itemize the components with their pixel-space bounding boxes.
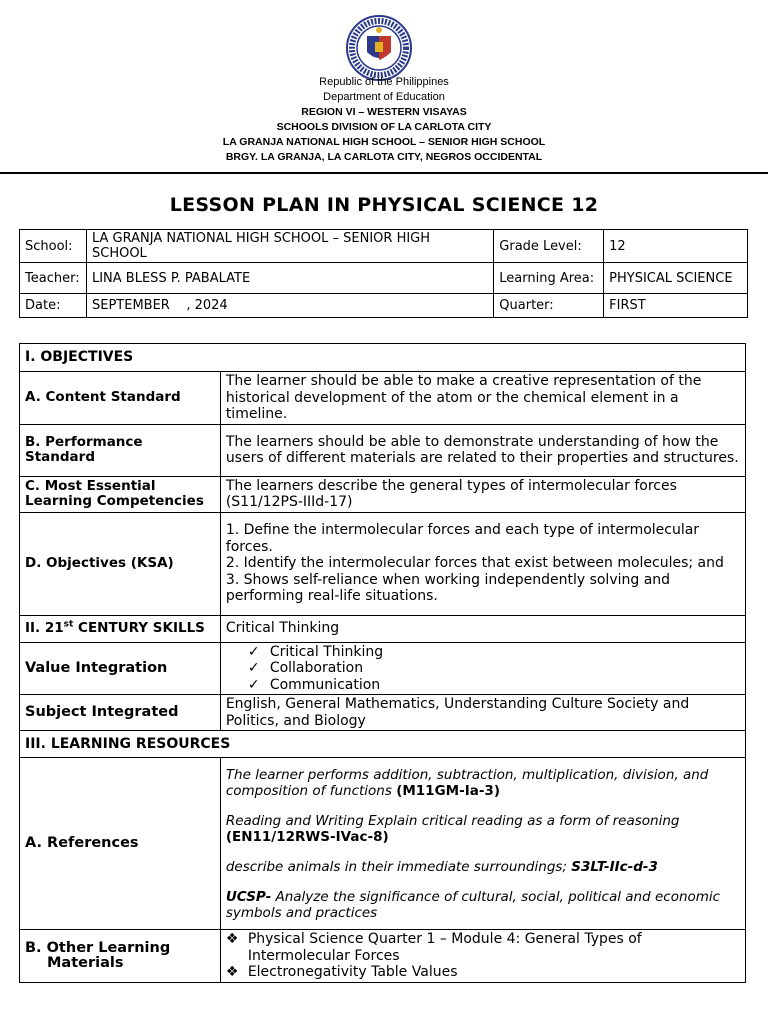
melc-label: C. Most Essential Learning Competencies [20, 476, 221, 512]
checklist-item: ✓ Collaboration [226, 660, 740, 677]
objectives-heading: I. OBJECTIVES [20, 344, 746, 372]
subject-integrated-text: English, General Mathematics, Understanding Culture Society and Politics, and Biology [220, 695, 745, 731]
page-title: LESSON PLAN IN PHYSICAL SCIENCE 12 [169, 194, 599, 216]
header-divider [0, 172, 768, 174]
references-label: A. References [20, 758, 221, 930]
objectives-ksa-label: D. Objectives (KSA) [20, 512, 221, 615]
info-table [19, 229, 748, 318]
other-materials-label: B. Other Learning Materials [20, 930, 221, 983]
other-materials-list [220, 930, 745, 983]
quarter-label: Quarter: [494, 294, 604, 318]
header-address: BRGY. LA GRANJA, LA CARLOTA CITY, NEGROS OCCIDENTAL [225, 151, 543, 163]
teacher-label: Teacher: [20, 263, 87, 294]
quarter-value: FIRST [604, 294, 748, 318]
reference-item: The learner performs addition, subtraction, multiplication, division, and composition of functions (M11GM-Ia-3) [225, 766, 709, 799]
grade-value: 12 [604, 230, 748, 263]
header-division: SCHOOLS DIVISION OF LA CARLOTA CITY [276, 121, 492, 133]
subject-integrated-label: Subject Integrated [20, 695, 221, 731]
date-value: SEPTEMBER , 2024 [86, 294, 493, 318]
header-school: LA GRANJA NATIONAL HIGH SCHOOL – SENIOR HIGH SCHOOL [222, 136, 546, 148]
melc-text: The learners describe the general types of intermolecular forces (S11/12PS-IIId-17) [220, 476, 745, 512]
header-republic: Republic of the Philippines [319, 76, 449, 88]
grade-label: Grade Level: [494, 230, 604, 263]
date-label: Date: [20, 294, 87, 318]
header-department: Department of Education [323, 91, 445, 103]
ksa-item: 3. Shows self-reliance when working independently solving and performing real-life situations. [225, 571, 671, 605]
checklist-item: ✓ Critical Thinking [226, 644, 740, 661]
performance-standard-label: B. Performance Standard [20, 424, 221, 476]
school-value: LA GRANJA NATIONAL HIGH SCHOOL – SENIOR HIGH SCHOOL [86, 230, 493, 263]
value-integration-label: Value Integration [20, 642, 221, 695]
reference-item: UCSP- Analyze the significance of cultural, social, political and economic symbols and practices [225, 888, 721, 921]
value-integration-list [220, 642, 745, 695]
reference-item: Reading and Writing Explain critical reading as a form of reasoning (EN11/12RWS-IVac-8) [225, 812, 680, 845]
material-item: ❖ Physical Science Quarter 1 – Module 4: General Types of Intermolecular Forces [226, 931, 740, 964]
objectives-ksa-list [220, 512, 745, 615]
ksa-item: 2. Identify the intermolecular forces that exist between molecules; and [225, 555, 724, 572]
content-standard-text: The learner should be able to make a creative representation of the historical development of the atom or the chemical element in a timeline. [220, 372, 745, 425]
references-list [220, 758, 745, 930]
checklist-item: ✓ Communication [226, 677, 740, 694]
ksa-item: 1. Define the intermolecular forces and each type of intermolecular forces. [225, 522, 700, 555]
school-label: School: [20, 230, 87, 263]
century-skills-value: Critical Thinking [220, 615, 745, 642]
teacher-value: LINA BLESS P. PABALATE [86, 263, 493, 294]
learning-resources-heading: III. LEARNING RESOURCES [20, 731, 746, 758]
content-standard-label: A. Content Standard [20, 372, 221, 425]
century-skills-label: II. 21st CENTURY SKILLS [20, 615, 221, 642]
reference-item: describe animals in their immediate surroundings; S3LT-IIc-d-3 [225, 858, 658, 875]
header-region: REGION VI – WESTERN VISAYAS [301, 106, 467, 118]
material-item: ❖ Electronegativity Table Values [226, 964, 740, 981]
learning-area-value: PHYSICAL SCIENCE [604, 263, 748, 294]
lesson-plan-table [19, 343, 746, 983]
performance-standard-text: The learners should be able to demonstrate understanding of how the users of different materials are related to their properties and structures. [220, 424, 745, 476]
learning-area-label: Learning Area: [494, 263, 604, 294]
deped-seal-logo [345, 14, 413, 82]
